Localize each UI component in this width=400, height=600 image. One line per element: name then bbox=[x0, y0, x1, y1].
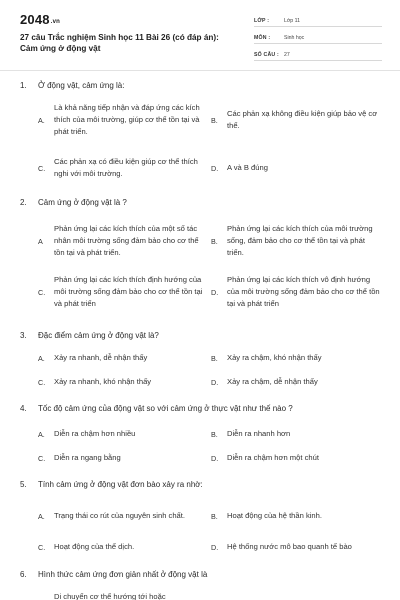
option-text: Phản ứng lại các kích thích định hướng của môi trường sống đảm bảo cho cơ thể tồn tại và phát triển bbox=[54, 275, 203, 308]
meta-key: SỐ CÂU : bbox=[254, 52, 279, 58]
option-a[interactable] bbox=[38, 101, 206, 139]
meta-info bbox=[254, 14, 382, 65]
option-letter: A. bbox=[38, 115, 45, 125]
option-text: Phản ứng lại các kích thích của một số tác nhân môi trường sống đảm bảo cho cơ thể tồn tại và phát triển. bbox=[54, 224, 199, 257]
option-text: Xảy ra chậm, dễ nhận thấy bbox=[227, 377, 318, 386]
option-text: Xảy ra chậm, khó nhận thấy bbox=[227, 353, 322, 362]
option-letter: C. bbox=[38, 453, 46, 463]
option-letter: D. bbox=[211, 163, 219, 173]
option-b[interactable] bbox=[211, 221, 381, 261]
question-heading bbox=[20, 81, 124, 90]
option-b[interactable] bbox=[211, 427, 381, 441]
option-c[interactable] bbox=[38, 540, 206, 554]
option-text: Phản ứng lại các kích thích vô định hướng của môi trường sống đảm bảo cho cơ thể tồn tại và phát triển bbox=[227, 275, 380, 308]
option-text: Hoạt động của hệ thần kinh. bbox=[227, 511, 322, 520]
option-letter: B. bbox=[211, 115, 218, 125]
option-d[interactable] bbox=[211, 451, 381, 465]
question-number: 4. bbox=[20, 404, 27, 413]
option-text: Diễn ra nhanh hơn bbox=[227, 429, 291, 438]
meta-value: Lớp 11 bbox=[284, 18, 300, 24]
option-a[interactable] bbox=[38, 221, 206, 261]
option-letter: D. bbox=[211, 453, 219, 463]
option-d[interactable] bbox=[211, 375, 381, 389]
option-letter: A. bbox=[38, 429, 45, 439]
option-letter: B. bbox=[211, 353, 218, 363]
option-c[interactable] bbox=[38, 272, 206, 312]
option-d[interactable] bbox=[211, 154, 381, 182]
question-number: 1. bbox=[20, 81, 27, 90]
option-c[interactable] bbox=[38, 451, 206, 465]
meta-key: MÔN : bbox=[254, 35, 271, 41]
question-text: Ở động vật, cảm ứng là: bbox=[38, 81, 125, 90]
option-b[interactable] bbox=[211, 101, 381, 139]
option-letter: C. bbox=[38, 377, 46, 387]
option-letter: D. bbox=[211, 287, 219, 297]
option-a[interactable] bbox=[38, 590, 206, 600]
option-c[interactable] bbox=[38, 154, 206, 182]
option-letter: C. bbox=[38, 287, 46, 297]
option-text: Phản ứng lại các kích thích của môi trường sống, đảm bảo cho cơ thể tồn tại và phát triển. bbox=[227, 224, 373, 257]
site-logo[interactable]: 2048.vn bbox=[20, 12, 61, 27]
option-text: Trạng thái co rút của nguyên sinh chất. bbox=[54, 511, 185, 520]
question-heading bbox=[20, 198, 127, 207]
question-heading bbox=[20, 480, 203, 489]
option-text: Là khả năng tiếp nhận và đáp ứng các kích thích của môi trường, giúp cơ thể tồn tại và phát triển. bbox=[54, 103, 200, 136]
question-number: 2. bbox=[20, 198, 27, 207]
option-d[interactable] bbox=[211, 272, 381, 312]
question-heading bbox=[20, 331, 159, 340]
question-text: Đặc điểm cảm ứng ở động vật là? bbox=[38, 331, 159, 340]
meta-row-count bbox=[254, 48, 382, 61]
option-text: Xảy ra nhanh, dễ nhận thấy bbox=[54, 353, 148, 362]
question-text: Hình thức cảm ứng đơn giản nhất ở động vật là bbox=[38, 570, 208, 579]
option-b[interactable] bbox=[211, 509, 381, 523]
option-letter: B. bbox=[211, 429, 218, 439]
option-text: Di chuyển cơ thể hướng tới hoặc bbox=[54, 592, 166, 600]
meta-row-subject bbox=[254, 31, 382, 44]
page-title: 27 câu Trắc nghiệm Sinh học 11 Bài 26 (có đáp án): Cảm ứng ở động vật bbox=[20, 33, 219, 53]
option-text: Hoạt động của thể dịch. bbox=[54, 542, 135, 551]
question-heading bbox=[20, 404, 293, 413]
meta-value: Sinh học bbox=[284, 35, 305, 41]
header-divider bbox=[0, 70, 400, 71]
option-text: Diễn ra ngang bằng bbox=[54, 453, 121, 462]
option-letter: A. bbox=[38, 511, 45, 521]
question-text: Cảm ứng ở động vật là ? bbox=[38, 198, 127, 207]
question-heading bbox=[20, 570, 207, 579]
option-a[interactable] bbox=[38, 427, 206, 441]
meta-row-class bbox=[254, 14, 382, 27]
option-b[interactable] bbox=[211, 351, 381, 365]
option-letter: A bbox=[38, 236, 43, 246]
option-letter: C. bbox=[38, 542, 46, 552]
option-letter: B. bbox=[211, 236, 218, 246]
option-a[interactable] bbox=[38, 351, 206, 365]
option-text: A và B đúng bbox=[227, 163, 268, 172]
question-number: 6. bbox=[20, 570, 27, 579]
option-text: Xảy ra nhanh, khó nhận thấy bbox=[54, 377, 152, 386]
option-letter: C. bbox=[38, 163, 46, 173]
option-c[interactable] bbox=[38, 375, 206, 389]
question-text: Tốc độ cảm ứng của động vật so với cảm ứng ở thực vật như thế nào ? bbox=[38, 404, 293, 413]
option-text: Hệ thống nước mô bao quanh tế bào bbox=[227, 542, 352, 551]
option-a[interactable] bbox=[38, 503, 206, 529]
question-text: Tính cảm ứng ở động vật đơn bào xảy ra nhờ: bbox=[38, 480, 203, 489]
meta-value: 27 bbox=[284, 52, 290, 58]
question-number: 3. bbox=[20, 331, 27, 340]
meta-key: LỚP : bbox=[254, 18, 270, 24]
option-text: Diễn ra chậm hơn một chút bbox=[227, 453, 319, 462]
option-letter: B. bbox=[211, 511, 218, 521]
option-text: Diễn ra chậm hơn nhiều bbox=[54, 429, 136, 438]
option-letter: D. bbox=[211, 542, 219, 552]
option-text: Các phản xạ không điều kiện giúp bảo vệ cơ thể. bbox=[227, 109, 378, 130]
option-letter: D. bbox=[211, 377, 219, 387]
option-letter: A. bbox=[38, 353, 45, 363]
question-number: 5. bbox=[20, 480, 27, 489]
option-d[interactable] bbox=[211, 540, 386, 554]
option-text: Các phản xạ có điều kiện giúp cơ thể thích nghi với môi trường. bbox=[54, 157, 198, 178]
